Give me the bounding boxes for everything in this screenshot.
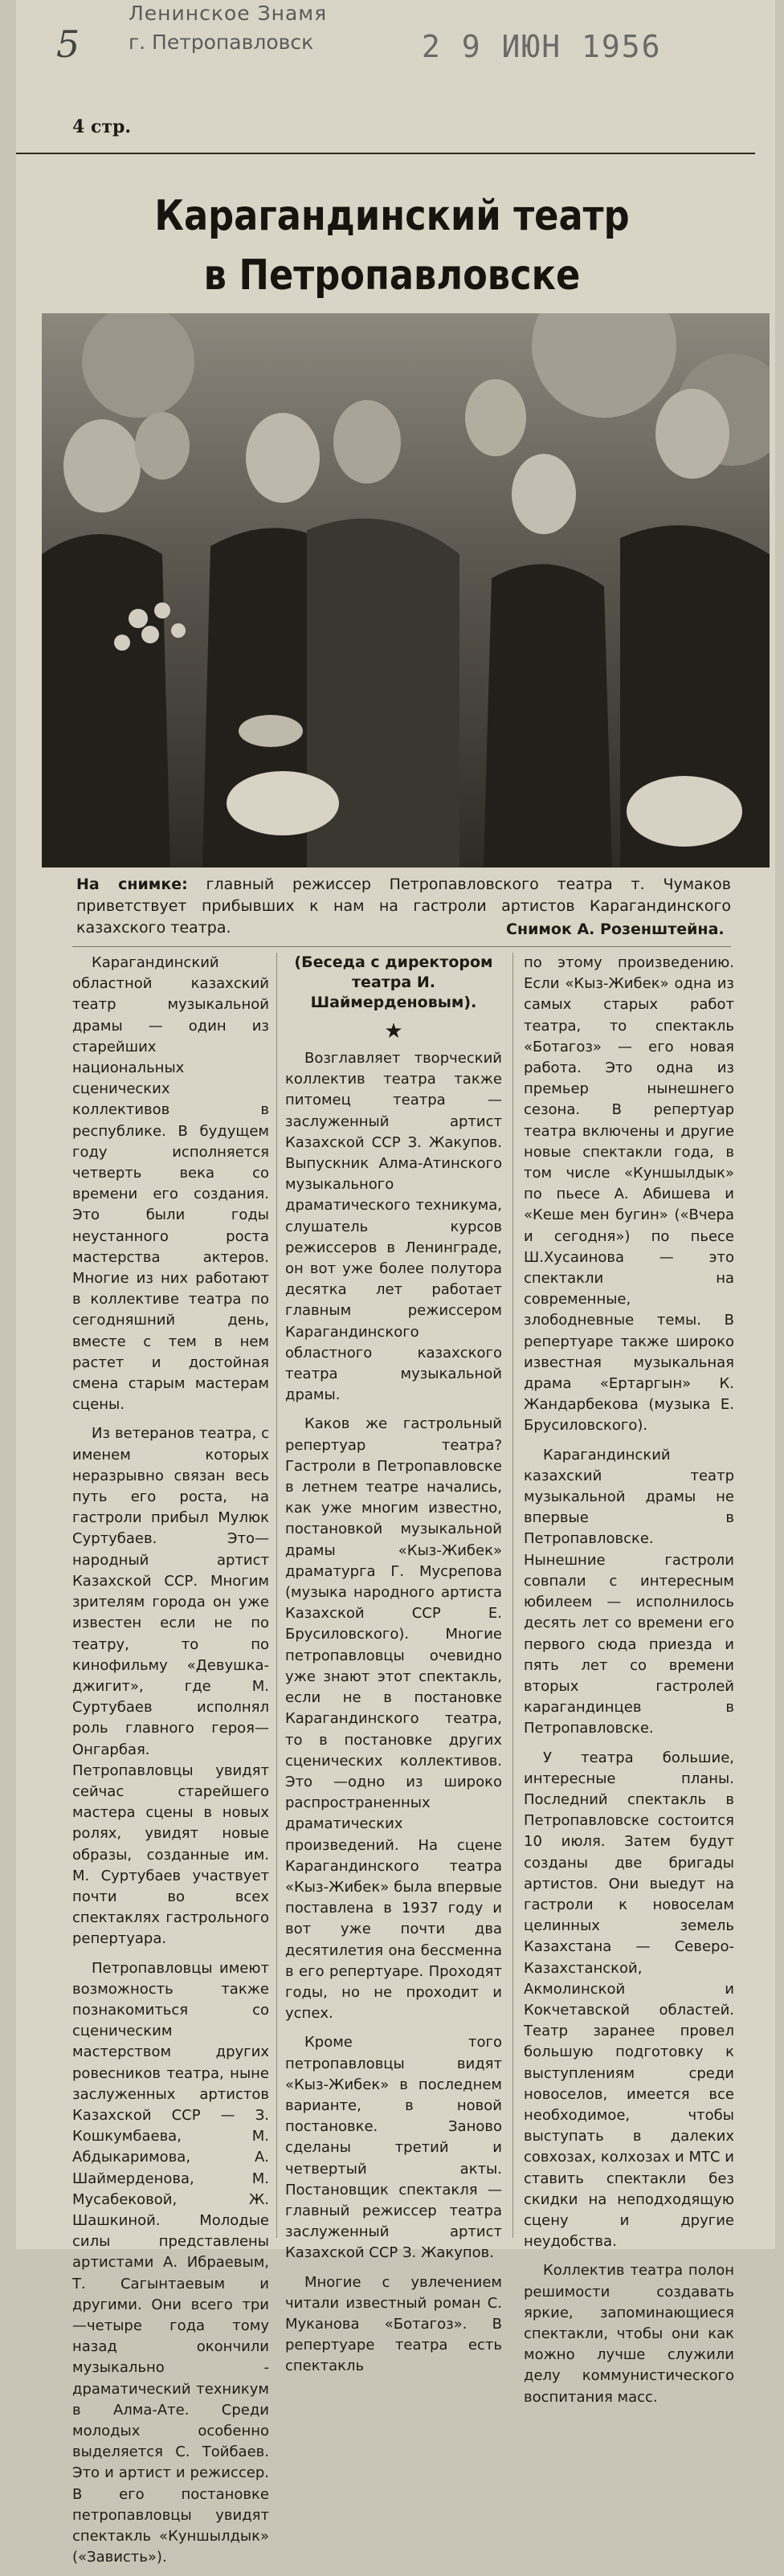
paragraph: Петропавловцы имеют возможность также познакомиться со сценическим мастерством других ровесников театра, ныне заслуженных артистов Казахской ССР — З. Кошкумбаева, М. Абдыкаримова, А. Шаймерденова, М. Мусабековой, Ж. Шашкиной. Молодые силы представлены артистами А. Ибраевым, Т. Сагынтаевым и другими. Они всего три—четыре года тому назад окончили музыкально - драматический техникум в Алма-Ате. Среди молодых особенно выделяется С. Тойбаев. Это и артист и режиссер. В его постановке петропавловцы увидят спектакль «Куншылдык» («Зависть»). (72, 1959, 269, 2566)
paragraph: по этому произведению. Если «Кыз-Жибек» одна из самых старых работ театра, то спектакль «Ботагоз» — его новая работа. Это одна из премьер нынешнего сезона. В репертуар театра включены и другие новые спектакли года, в том числе «Куншылдык» по пьесе А. Абишева и «Кеше мен бугин» («Вчера и сегодня») по пьесе Ш.Хусаинова — это спектакли на современные, злободневные темы. В репертуаре также широко известная музыкальная драма «Ертаргын» К. Жандарбекова (музыка Е. Брусиловского). (524, 954, 734, 1435)
handwritten-mark: 5 (56, 22, 80, 66)
article-photo (42, 313, 770, 868)
top-rule (16, 153, 755, 154)
title-line-2: в Петропавловске (203, 251, 581, 300)
paragraph: Каков же гастрольный репертуар театра? Гастроли в Петропавловске в летнем театре начались, как уже многим известно, постановкой музыкальной драмы «Кыз-Жибек» драматурга Г. Мусрепова (музыка народного артиста Казахской ССР Е. Брусиловского). Многие петропавловцы очевидно уже знают этот спектакль, если не в постановке Карагандинского театра, то в постановке других сценических коллективов. Это —одно из широко распространенных драматических произведений. На сцене Карагандинского театра «Кыз-Жибек» была впервые поставлена в 1937 году и вот уже почти два десятилетия она бессменна в его репертуаре. Проходят годы, но не проходит и успех. (285, 1415, 502, 2023)
column-divider (512, 953, 513, 2238)
interview-note: (Беседа с директором театра И. Шаймерденовым). (294, 953, 493, 1011)
article-column-2 (285, 953, 502, 2386)
column-divider (276, 953, 277, 2238)
caption-text: главный режиссер Петропавловского театра т. Чумаков приветствует прибывших к нам на гастроли артистов Карагандинского казахского театра. (76, 876, 731, 937)
caption-rule (72, 946, 731, 947)
date-stamp: 2 9 ИЮН 1956 (422, 29, 662, 64)
paragraph: У театра большие, интересные планы. Последний спектакль в Петропавловске состоится 10 июля. Затем будут созданы две бригады артистов. Они выедут на гастроли к новоселам целинных земель Казахстана — Северо-Казахстанской, Акмолинской и Кокчетавской областей. Театр заранее провел большую подготовку к выступлениям среди новоселов, имеется все необходимое, чтобы выступать в далеких совхозах, колхозах и МТС и ставить спектакли без скидки на неподходящую сцену и другие неудобства. (524, 1749, 734, 2251)
title-line-1: Карагандинский театр (154, 192, 630, 240)
paragraph: Многие с увлечением читали известный роман С. Муканова «Ботагоз». В репертуаре театра есть спектакль (285, 2273, 502, 2375)
caption-label: На снимке: (76, 876, 188, 893)
paragraph: Кроме того петропавловцы видят «Кыз-Жибек» в последнем варианте, в новой постановке. Заново сделаны третий и четвертый акты. Постановщик спектакля — главный режиссер театра заслуженный артист Казахской ССР З. Жакупов. (285, 2034, 502, 2262)
article-title (55, 186, 729, 305)
photo-illustration (42, 313, 770, 868)
article-column-1 (72, 953, 269, 2576)
newspaper-name: Ленинское Знамя (129, 2, 328, 25)
photo-credit: Снимок А. Розенштейна. (506, 921, 725, 938)
page-number: 4 стр. (72, 116, 132, 137)
newspaper-city: г. Петропавловск (129, 31, 314, 54)
star-separator-icon: ★ (384, 1019, 403, 1043)
paragraph: Карагандинский казахский театр музыкальной драмы не впервые в Петропавловске. Нынешние гастроли совпали с интересным юбилеем — исполнилось десять лет со времени его первого сюда приезда и пять лет со времени вторых гастролей карагандинцев в Петропавловске. (524, 1446, 734, 1737)
paragraph: Возглавляет творческий коллектив театра также питомец театра — заслуженный артист Казахской ССР З. Жакупов. Выпускник Алма-Атинского музыкального драматического техникума, слушатель курсов режиссеров в Ленинграде, он вот уже более полутора десятка лет работает главным режиссером Карагандинского областного казахского театра музыкальной драмы. (285, 1050, 502, 1404)
paragraph: Карагандинский областной казахский театр музыкальной драмы — один из старейших национальных сценических коллективов в республике. В будущем году исполняется четверть века со времени его создания. Это были годы неустанного роста мастерства актеров. Многие из них работают в коллективе театра по сегодняшний день, вместе с тем в нем растет и достойная смена старым мастерам сцены. (72, 954, 269, 1414)
article-column-3 (524, 953, 734, 2416)
paragraph: Из ветеранов театра, с именем которых неразрывно связан весь путь его роста, на гастроли прибыл Мулюк Суртубаев. Это—народный артист Казахской ССР. Многим зрителям города он уже известен если не по театру, то по кинофильму «Девушка-джигит», где М. Суртубаев исполнял роль главного героя—Онгарбая. Петропавловцы увидят сейчас старейшего мастера сцены в новых ролях, увидят новые образы, созданные им. М. Суртубаев участвует почти во всех спектаклях гастрольного репертуара. (72, 1425, 269, 1948)
paragraph: Коллектив театра полон решимости создавать яркие, запоминающиеся спектакли, чтобы они как можно лучше служили делу коммунистического воспитания масс. (524, 2262, 734, 2406)
